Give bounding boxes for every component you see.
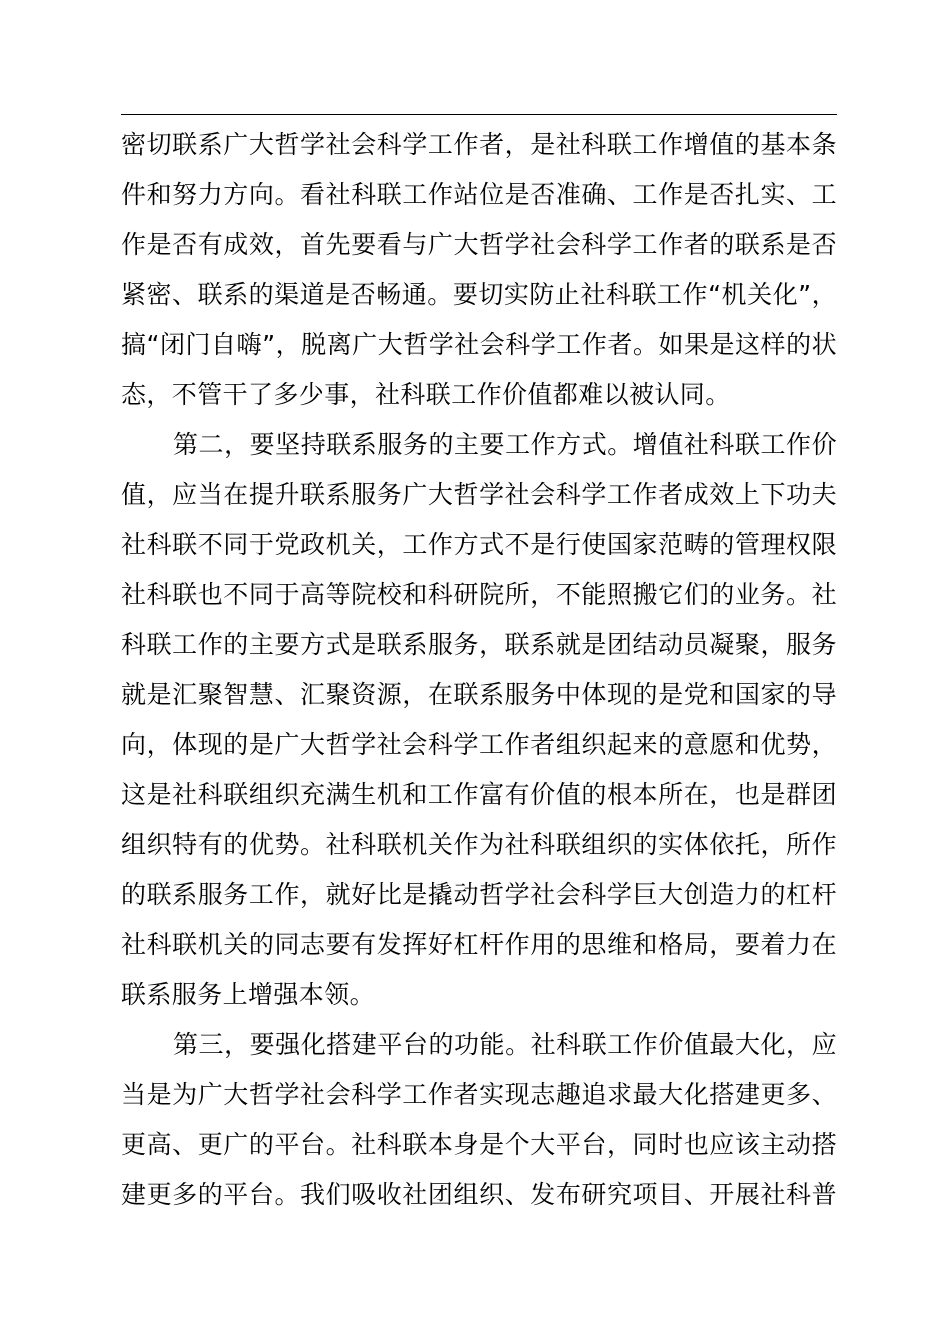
- text-line: 社科联也不同于高等院校和科研院所，不能照搬它们的业务。社: [121, 580, 837, 609]
- text-line: 社科联机关的同志要有发挥好杠杆作用的思维和格局，要着力在: [121, 930, 837, 959]
- text-line: 紧密、联系的渠道是否畅通。要切实防止社科联工作“机关化”，: [121, 280, 837, 309]
- text-line: 作是否有成效，首先要看与广大哲学社会科学工作者的联系是否: [121, 230, 837, 259]
- paragraph-start-line: 第二，要坚持联系服务的主要工作方式。增值社科联工作价: [173, 430, 837, 459]
- text-line: 科联工作的主要方式是联系服务，联系就是团结动员凝聚，服务: [121, 630, 837, 659]
- text-line: 联系服务上增强本领。: [121, 980, 376, 1009]
- text-line: 当是为广大哲学社会科学工作者实现志趣追求最大化搭建更多、: [121, 1080, 837, 1109]
- text-line: 件和努力方向。看社科联工作站位是否准确、工作是否扎实、工: [121, 180, 837, 209]
- text-line: 值，应当在提升联系服务广大哲学社会科学工作者成效上下功夫: [121, 480, 837, 509]
- text-line: 搞“闭门自嗨”，脱离广大哲学社会科学工作者。如果是这样的状: [121, 330, 837, 359]
- text-line: 组织特有的优势。社科联机关作为社科联组织的实体依托，所作: [121, 830, 837, 859]
- text-line: 密切联系广大哲学社会科学工作者，是社科联工作增值的基本条: [121, 130, 837, 159]
- text-line: 就是汇聚智慧、汇聚资源，在联系服务中体现的是党和国家的导: [121, 680, 837, 709]
- text-line: 建更多的平台。我们吸收社团组织、发布研究项目、开展社科普: [121, 1180, 837, 1209]
- text-line: 更高、更广的平台。社科联本身是个大平台，同时也应该主动搭: [121, 1130, 837, 1159]
- text-line: 态，不管干了多少事，社科联工作价值都难以被认同。: [121, 380, 731, 409]
- text-line: 向，体现的是广大哲学社会科学工作者组织起来的意愿和优势，: [121, 730, 837, 759]
- text-line: 的联系服务工作，就好比是撬动哲学社会科学巨大创造力的杠杆: [121, 880, 837, 909]
- paragraph-start-line: 第三，要强化搭建平台的功能。社科联工作价值最大化，应: [173, 1030, 837, 1059]
- text-line: 社科联不同于党政机关，工作方式不是行使国家范畴的管理权限: [121, 530, 837, 559]
- body-text: [121, 120, 837, 1220]
- header-rule: [121, 114, 837, 115]
- text-line: 这是社科联组织充满生机和工作富有价值的根本所在，也是群团: [121, 780, 837, 809]
